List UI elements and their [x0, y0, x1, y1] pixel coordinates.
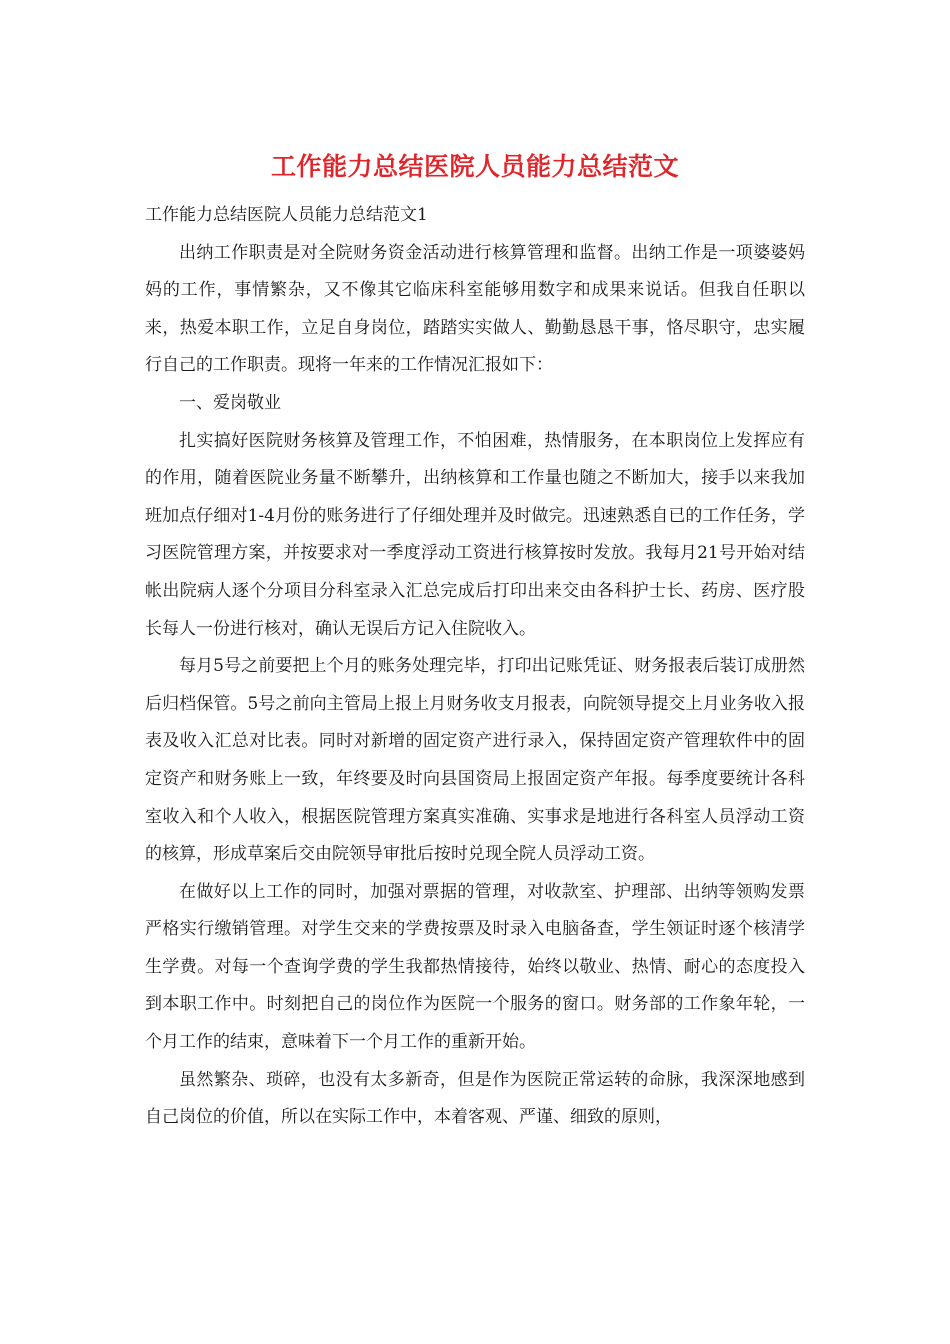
- paragraph-accounting: 扎实搞好医院财务核算及管理工作，不怕困难，热情服务，在本职岗位上发挥应有的作用，随着医院业务量不断攀升，出纳核算和工作量也随之不断加大，接手以来我加班加点仔细对1-4月份的账务进行了仔细处理并及时做完。迅速熟悉自已的工作任务，学习医院管理方案，并按要求对一季度浮动工资进行核算按时发放。我每月21号开始对结帐出院病人逐个分项目分科室录入汇总完成后打印出来交由各科护士长、药房、医疗股长每人一份进行核对，确认无误后方记入住院收入。: [145, 430, 805, 639]
- paragraph-intro: 出纳工作职责是对全院财务资金活动进行核算管理和监督。出纳工作是一项婆婆妈妈的工作，事情繁杂，又不像其它临床科室能够用数字和成果来说话。但我自任职以来，热爱本职工作，立足自身岗位，踏踏实实做人、勤勤恳恳干事，恪尽职守，忠实履行自己的工作职责。现将一年来的工作情况汇报如下：: [145, 242, 805, 376]
- document-body: [145, 197, 805, 1137]
- document-subtitle: 工作能力总结医院人员能力总结范文1: [145, 205, 428, 225]
- section-heading: 一、爱岗敬业: [179, 392, 281, 413]
- document-title: 工作能力总结医院人员能力总结范文: [270, 152, 679, 181]
- paragraph-invoice-management: 在做好以上工作的同时，加强对票据的管理，对收款室、护理部、出纳等领购发票严格实行缴销管理。对学生交来的学费按票及时录入电脑备查，学生领证时逐个核清学生学费。对每一个查询学费的学生我都热情接待，始终以敬业、热情、耐心的态度投入到本职工作中。时刻把自己的岗位作为医院一个服务的窗口。财务部的工作象年轮，一个月工作的结束，意味着下一个月工作的重新开始。: [145, 881, 805, 1053]
- paragraph-conclusion: 虽然繁杂、琐碎，也没有太多新奇，但是作为医院正常运转的命脉，我深深地感到自己岗位的价值，所以在实际工作中，本着客观、严谨、细致的原则，: [145, 1069, 805, 1128]
- paragraph-monthly-reports: 每月5号之前要把上个月的账务处理完毕，打印出记账凭证、财务报表后装订成册然后归档保管。5号之前向主管局上报上月财务收支月报表，向院领导提交上月业务收入报表及收入汇总对比表。同时对新增的固定资产进行录入，保持固定资产管理软件中的固定资产和财务账上一致，年终要及时向县国资局上报固定资产年报。每季度要统计各科室收入和个人收入，根据医院管理方案真实准确、实事求是地进行各科室人员浮动工资的核算，形成草案后交由院领导审批后按时兑现全院人员浮动工资。: [145, 656, 805, 865]
